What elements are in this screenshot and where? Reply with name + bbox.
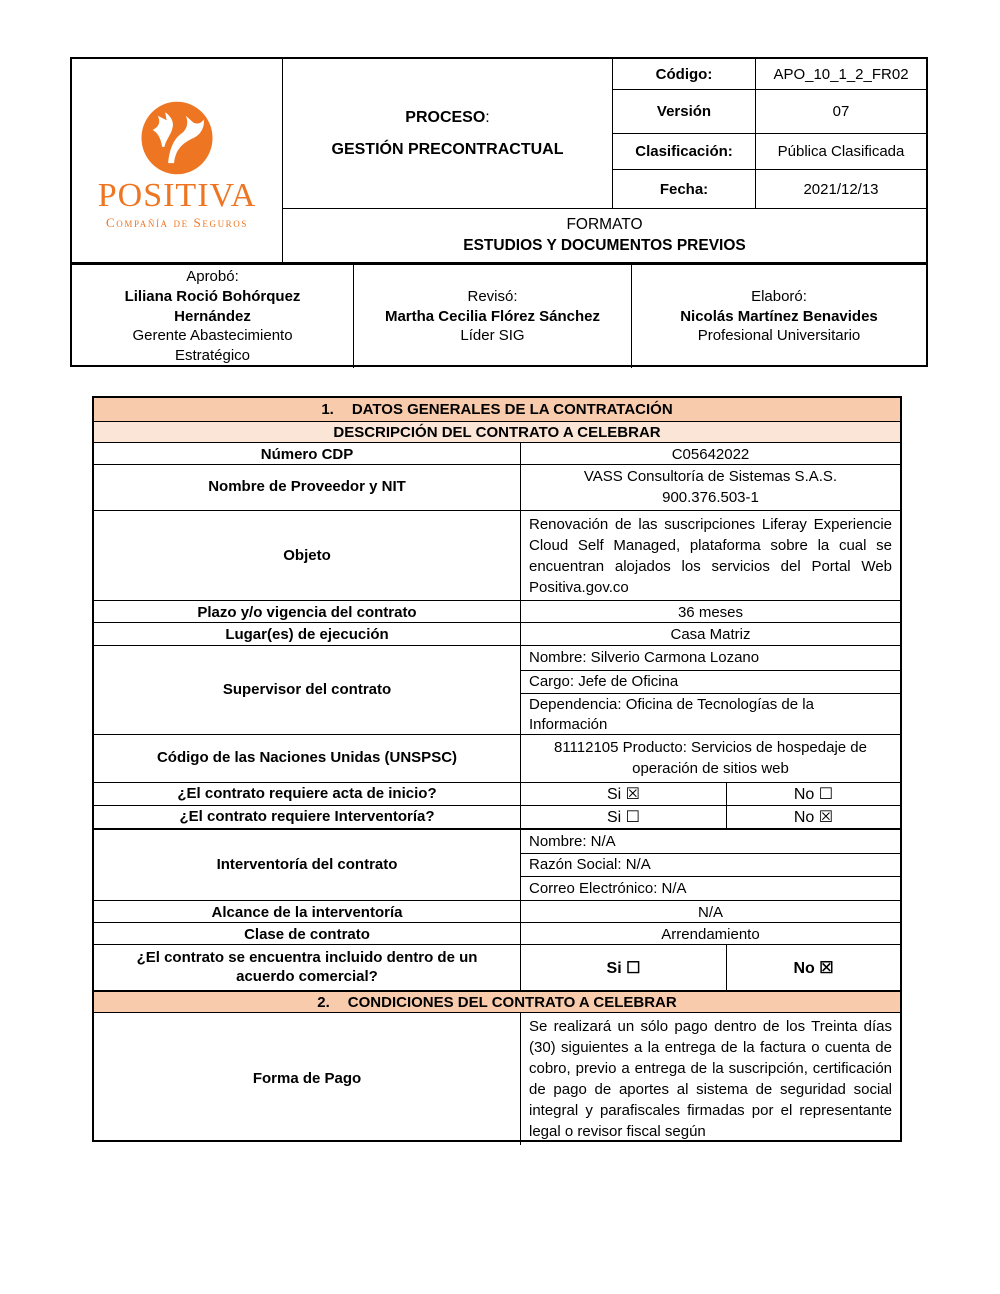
supervisor-cargo: Cargo: Jefe de Oficina xyxy=(521,670,900,693)
row-label: ¿El contrato requiere Interventoría? xyxy=(179,808,435,825)
row-unspsc xyxy=(94,734,900,782)
row-proveedor xyxy=(94,464,900,510)
row-forma-pago xyxy=(94,1012,900,1140)
row-value: 36 meses xyxy=(520,601,900,625)
signature-title: Profesional Universitario xyxy=(697,327,861,345)
format-title-cell xyxy=(282,208,926,262)
meta-value-clasificacion: Pública Clasificada xyxy=(755,133,926,169)
checkbox-si: Si ☐ xyxy=(520,806,726,829)
row-label: Interventoría del contrato xyxy=(216,855,398,873)
row-value xyxy=(520,465,900,510)
meta-label-clasificacion: Clasificación: xyxy=(612,133,755,169)
proveedor-nombre: VASS Consultoría de Sistemas S.A.S. xyxy=(583,468,838,486)
signatures-row xyxy=(72,262,926,365)
format-label: FORMATO xyxy=(566,215,643,233)
row-label: Clase de contrato xyxy=(244,925,370,943)
row-label: Objeto xyxy=(283,546,331,564)
section-1-header xyxy=(94,398,900,421)
proveedor-nit: 900.376.503-1 xyxy=(662,488,759,506)
row-plazo xyxy=(94,600,900,622)
section-title: CONDICIONES DEL CONTRATO A CELEBRAR xyxy=(347,993,677,1011)
row-label: Lugar(es) de ejecución xyxy=(225,625,389,643)
checkbox-si: Si ☒ xyxy=(520,783,726,806)
meta-value-codigo: APO_10_1_2_FR02 xyxy=(755,59,926,89)
row-value: Renovación de las suscripciones Liferay Experiencie Cloud Self Managed, plataforma sobre la cual se encuentran alojados los servicios del Portal Web Positiva.gov.co xyxy=(520,511,900,601)
signature-reviso xyxy=(353,265,631,368)
checkbox-si: Si ☐ xyxy=(520,945,726,990)
interventoria-nombre: Nombre: N/A xyxy=(529,832,616,850)
row-label: Código de las Naciones Unidas (UNSPSC) xyxy=(156,749,458,767)
signature-role: Aprobó: xyxy=(186,268,239,285)
meta-label-version: Versión xyxy=(612,89,755,133)
supervisor-nombre: Nombre: Silverio Carmona Lozano xyxy=(529,649,760,667)
row-label: Supervisor del contrato xyxy=(222,681,392,699)
row-value: Arrendamiento xyxy=(520,923,900,947)
subsection-title: DESCRIPCIÓN DEL CONTRATO A CELEBRAR xyxy=(333,423,661,441)
row-interventoria-requerida xyxy=(94,805,900,828)
document-header-table xyxy=(70,57,928,367)
row-acuerdo-comercial xyxy=(94,944,900,990)
format-title: ESTUDIOS Y DOCUMENTOS PREVIOS xyxy=(463,236,746,254)
process-name: GESTIÓN PRECONTRACTUAL xyxy=(331,140,564,158)
signature-name: Liliana Roció Bohórquez Hernández xyxy=(124,287,301,325)
subsection-1-header xyxy=(94,421,900,442)
row-lugar xyxy=(94,622,900,645)
row-objeto xyxy=(94,510,900,600)
row-supervisor xyxy=(94,645,900,734)
section-number: 2. xyxy=(317,993,330,1011)
supervisor-details xyxy=(520,646,900,735)
meta-label-codigo: Código: xyxy=(612,59,755,89)
row-numero-cdp xyxy=(94,442,900,464)
row-clase-contrato xyxy=(94,922,900,944)
supervisor-dependencia: Dependencia: Oficina de Tecnologías de la Información xyxy=(521,693,900,735)
process-cell xyxy=(282,59,612,208)
signature-title: Gerente Abastecimiento Estratégico xyxy=(132,327,293,365)
row-label: ¿El contrato se encuentra incluido dentro de un acuerdo comercial? xyxy=(136,948,478,985)
row-label: Plazo y/o vigencia del contrato xyxy=(197,603,417,621)
process-label: PROCESO: xyxy=(405,108,490,126)
row-label: Nombre de Proveedor y NIT xyxy=(208,478,406,496)
row-interventoria xyxy=(94,828,900,900)
row-value: C05642022 xyxy=(520,443,900,467)
brand-name: POSITIVA xyxy=(97,176,257,214)
checkbox-no: No ☐ xyxy=(726,783,900,806)
meta-value-version: 07 xyxy=(755,89,926,133)
row-value: 81112105 Producto: Servicios de hospedaje de operación de sitios web xyxy=(520,735,900,782)
row-label: Forma de Pago xyxy=(252,1069,362,1087)
row-value: N/A xyxy=(520,901,900,925)
signature-name: Nicolás Martínez Benavides xyxy=(680,307,878,325)
signature-role: Elaboró: xyxy=(751,287,807,305)
signature-name: Martha Cecilia Flórez Sánchez xyxy=(384,307,601,325)
interventoria-details xyxy=(520,830,900,900)
row-value: Casa Matriz xyxy=(520,623,900,647)
row-value: Se realizará un sólo pago dentro de los Treinta días (30) siguientes a la entrega de la factura o cuenta de cobro, previo a entrega de la suscripción, certificación de pago de aportes al sistema de seguridad social integral y parafiscales firmadas por el representante legal o revisor fiscal según xyxy=(520,1013,900,1145)
section-title: DATOS GENERALES DE LA CONTRATACIÓN xyxy=(351,401,673,418)
signature-elaboro xyxy=(631,265,926,368)
section-2-header xyxy=(94,990,900,1012)
signature-role: Revisó: xyxy=(467,287,518,305)
positiva-logo-icon xyxy=(140,101,214,175)
row-label: Número CDP xyxy=(260,445,354,463)
meta-value-fecha: 2021/12/13 xyxy=(755,169,926,208)
signature-aprobo xyxy=(72,265,353,368)
checkbox-no: No ☒ xyxy=(726,945,900,990)
row-alcance xyxy=(94,900,900,922)
positiva-logo xyxy=(72,59,282,262)
contract-data-table xyxy=(92,396,902,1142)
interventoria-correo: Correo Electrónico: N/A xyxy=(521,876,900,900)
checkbox-no: No ☒ xyxy=(726,806,900,829)
section-number: 1. xyxy=(321,401,334,418)
brand-tagline: Compañía de Seguros xyxy=(106,214,248,230)
row-acta-inicio xyxy=(94,782,900,805)
signature-title: Líder SIG xyxy=(460,327,525,345)
row-label: ¿El contrato requiere acta de inicio? xyxy=(177,785,437,802)
interventoria-razon-social: Razón Social: N/A xyxy=(521,853,900,877)
meta-label-fecha: Fecha: xyxy=(612,169,755,208)
row-label: Alcance de la interventoría xyxy=(211,903,403,921)
